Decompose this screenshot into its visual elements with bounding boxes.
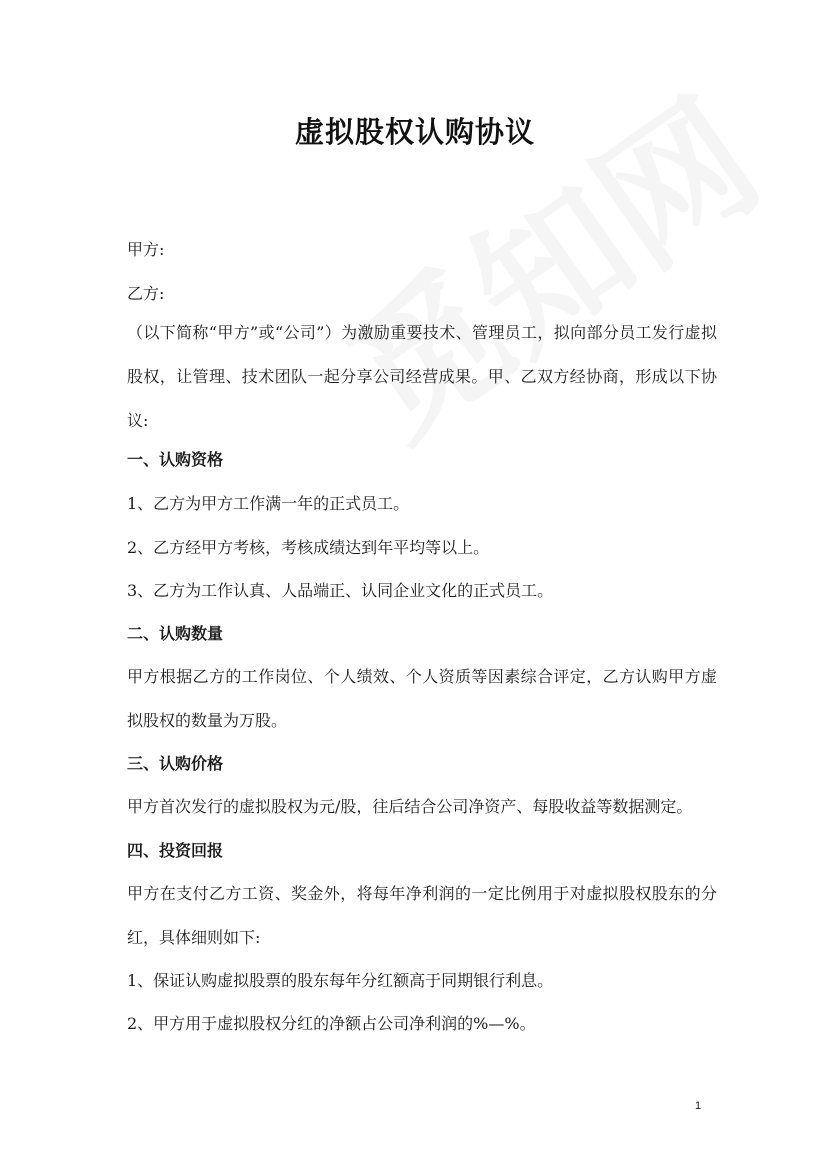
paragraph: 甲方在支付乙方工资、奖金外，将每年净利润的一定比例用于对虚拟股权股东的分红，具体细则如下: — [127, 884, 717, 947]
list-item: 1、乙方为甲方工作满一年的正式员工。 — [127, 494, 410, 513]
section-heading: 四、投资回报 — [127, 841, 224, 860]
page-number: 1 — [695, 1100, 702, 1112]
preamble-paragraph: （以下简称“甲方”或“公司”）为激励重要技术、管理员工，拟向部分员工发行虚拟股权，让管理、技术团队一起分享公司经营成果。甲、乙双方经协商，形成以下协议: — [127, 323, 717, 430]
section-heading: 一、认购资格 — [127, 450, 224, 469]
list-item: 2、甲方用于虚拟股权分红的净额占公司净利润的%—%。 — [127, 1014, 536, 1033]
party-b-label: 乙方: — [127, 284, 165, 303]
section-heading: 三、认购价格 — [127, 754, 224, 773]
party-a-label: 甲方: — [127, 240, 165, 259]
list-item: 3、乙方为工作认真、人品端正、认同企业文化的正式员工。 — [127, 581, 554, 600]
paragraph: 甲方首次发行的虚拟股权为元/股，往后结合公司净资产、每股收益等数据测定。 — [127, 797, 693, 816]
list-item: 1、保证认购虚拟股票的股东每年分红额高于同期银行利息。 — [127, 971, 554, 990]
paragraph: 甲方根据乙方的工作岗位、个人绩效、个人资质等因素综合评定，乙方认购甲方虚拟股权的数量为万股。 — [127, 667, 717, 730]
list-item: 2、乙方经甲方考核，考核成绩达到年平均等以上。 — [127, 538, 490, 557]
section-heading: 二、认购数量 — [127, 624, 224, 643]
document-title: 虚拟股权认购协议 — [294, 115, 535, 149]
